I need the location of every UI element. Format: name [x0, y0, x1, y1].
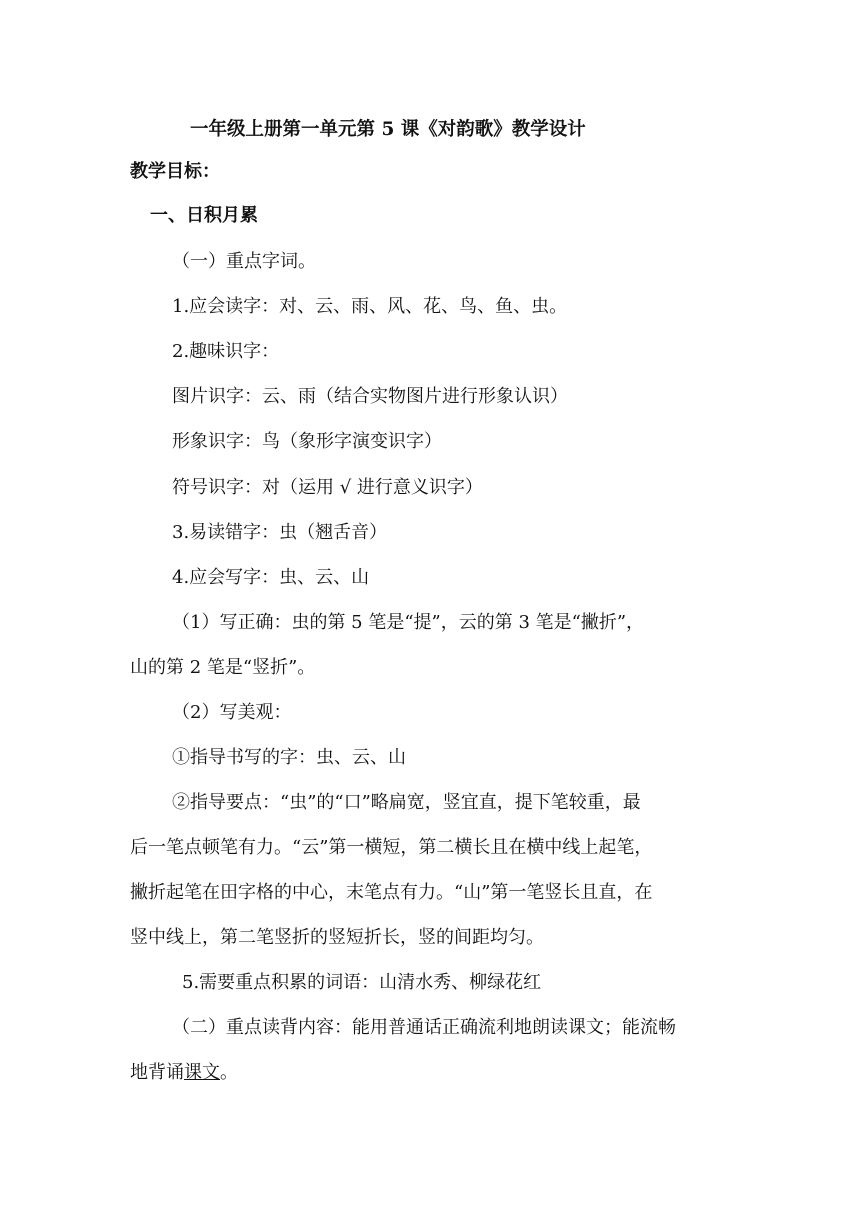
item-write-characters: 4.应会写字：虫、云、山: [172, 567, 370, 588]
subsection-heading-recite-line1: （二）重点读背内容：能用普通话正确流利地朗读课文；能流畅: [172, 1017, 676, 1038]
item-guide-points-line1: ②指导要点：“虫”的“口”略扁宽，竖宜直，提下笔较重，最: [172, 792, 641, 813]
item-read-characters: 1.应会读字：对、云、雨、风、花、鸟、鱼、虫。: [172, 296, 568, 317]
item-symbol-literacy: 符号识字：对（运用 √ 进行意义识字）: [172, 477, 483, 498]
item-write-correct-line2: 山的第 2 笔是“竖折”。: [130, 657, 316, 678]
objectives-heading: 教学目标：: [130, 161, 220, 182]
item-write-correct-line1: （1）写正确：虫的第 5 笔是“提”，云的第 3 笔是“撇折”，: [172, 612, 645, 633]
item-guide-points-line2: 后一笔点顿笔有力。“云”第一横短，第二横长且在横中线上起笔，: [130, 837, 653, 858]
item-guide-characters: ①指导书写的字：虫、云、山: [172, 747, 406, 768]
text-link[interactable]: 课文: [184, 1062, 220, 1083]
recite-text-suffix: 。: [220, 1062, 238, 1083]
item-write-beautiful: （2）写美观：: [172, 702, 292, 723]
section-heading-accumulation: 一、日积月累: [150, 205, 258, 226]
item-easily-misread: 3.易读错字：虫（翘舌音）: [172, 522, 388, 543]
item-picture-literacy: 图片识字：云、雨（结合实物图片进行形象认识）: [172, 386, 568, 407]
recite-text-prefix: 地背诵: [130, 1062, 184, 1083]
item-guide-points-line3: 撇折起笔在田字格的中心，末笔点有力。“山”第一笔竖长且直，在: [130, 882, 653, 903]
document-title: 一年级上册第一单元第 5 课《对韵歌》教学设计: [190, 119, 586, 140]
item-image-literacy: 形象识字：鸟（象形字演变识字）: [172, 431, 442, 452]
item-guide-points-line4: 竖中线上，第二笔竖折的竖短折长，竖的间距均匀。: [130, 927, 544, 948]
item-fun-literacy: 2.趣味识字：: [172, 341, 280, 362]
subsection-heading-key-words: （一）重点字词。: [172, 251, 316, 272]
item-key-words-accumulate: 5.需要重点积累的词语：山清水秀、柳绿花红: [182, 972, 542, 993]
subsection-heading-recite-line2: [130, 1059, 238, 1087]
